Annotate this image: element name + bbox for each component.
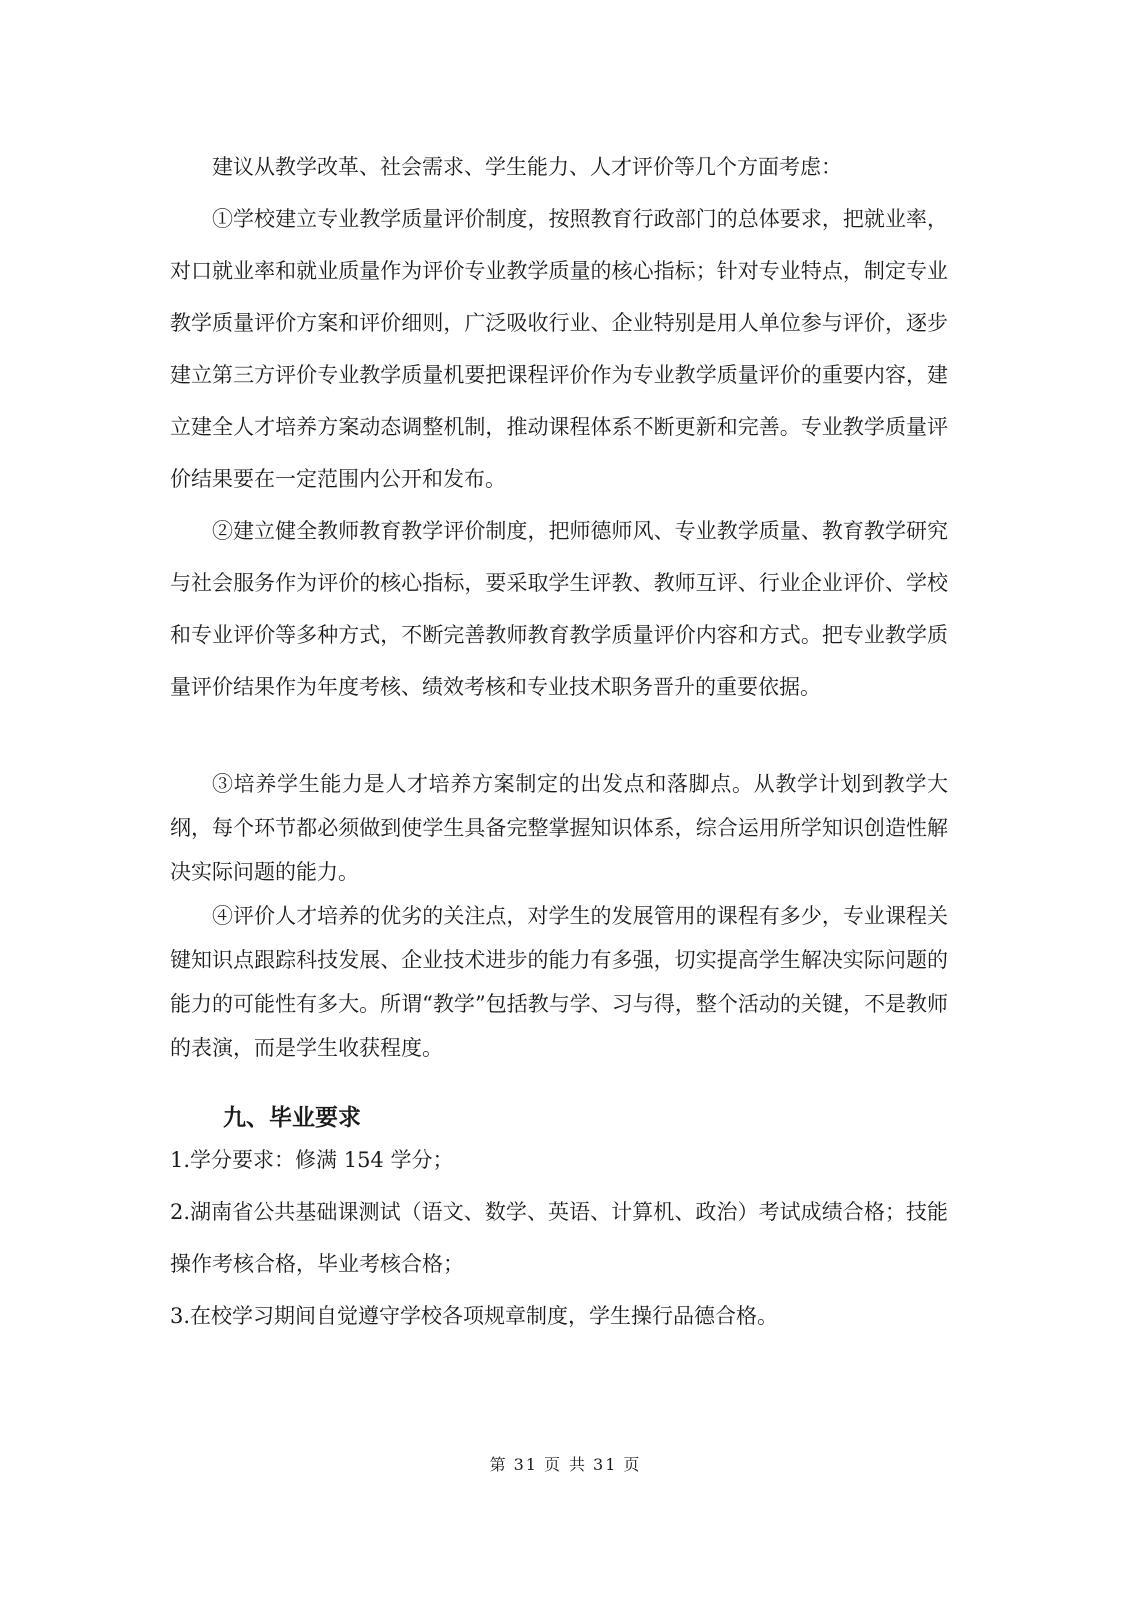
section-heading: 九、毕业要求 bbox=[223, 1105, 361, 1131]
item-4-paragraph: ④评价人才培养的优劣的关注点，对学生的发展管用的课程有多少，专业课程关键知识点跟踪科技发展、企业技术进步的能力有多强，切实提高学生解决实际问题的能力的可能性有多大。所谓“教学”包括教与学、习与得，整个活动的关键，不是教师的表演，而是学生收获程度。 bbox=[170, 904, 948, 1060]
requirement-1: 1.学分要求：修满 154 学分； bbox=[170, 1148, 454, 1172]
current-page-number: 31 bbox=[513, 1455, 538, 1474]
requirement-2: 2.湖南省公共基础课测试（语文、数学、英语、计算机、政治）考试成绩合格；技能操作考核合格，毕业考核合格； bbox=[170, 1200, 948, 1276]
intro-paragraph: 建议从教学改革、社会需求、学生能力、人才评价等几个方面考虑： bbox=[212, 155, 842, 179]
evaluation-section bbox=[170, 141, 948, 713]
item-2-paragraph: ②建立健全教师教育教学评价制度，把师德师风、专业教学质量、教育教学研究与社会服务作为评价的核心指标，要采取学生评教、教师互评、行业企业评价、学校和专业评价等多种方式，不断完善教师教育教学质量评价内容和方式。把专业教学质量评价结果作为年度考核、绩效考核和专业技术职务晋升的重要依据。 bbox=[170, 519, 948, 699]
total-page-number: 31 bbox=[593, 1455, 618, 1474]
graduation-requirements bbox=[170, 1134, 948, 1342]
footer-suffix: 页 bbox=[623, 1455, 642, 1474]
item-1-paragraph: ①学校建立专业教学质量评价制度，按照教育行政部门的总体要求，把就业率，对口就业率和就业质量作为评价专业教学质量的核心指标；针对专业特点，制定专业教学质量评价方案和评价细则，广泛吸收行业、企业特别是用人单位参与评价，逐步建立第三方评价专业教学质量机要把课程评价作为专业教学质量评价的重要内容，建立建全人才培养方案动态调整机制，推动课程体系不断更新和完善。专业教学质量评价结果要在一定范围内公开和发布。 bbox=[170, 207, 948, 491]
page-footer bbox=[0, 1452, 1131, 1475]
footer-mid: 页 共 bbox=[543, 1455, 588, 1474]
requirement-3: 3.在校学习期间自觉遵守学校各项规章制度，学生操行品德合格。 bbox=[170, 1304, 779, 1328]
ability-section bbox=[170, 762, 948, 1070]
item-3-paragraph: ③培养学生能力是人才培养方案制定的出发点和落脚点。从教学计划到教学大纲，每个环节都必须做到使学生具备完整掌握知识体系，综合运用所学知识创造性解决实际问题的能力。 bbox=[170, 772, 948, 884]
footer-prefix: 第 bbox=[489, 1455, 508, 1474]
